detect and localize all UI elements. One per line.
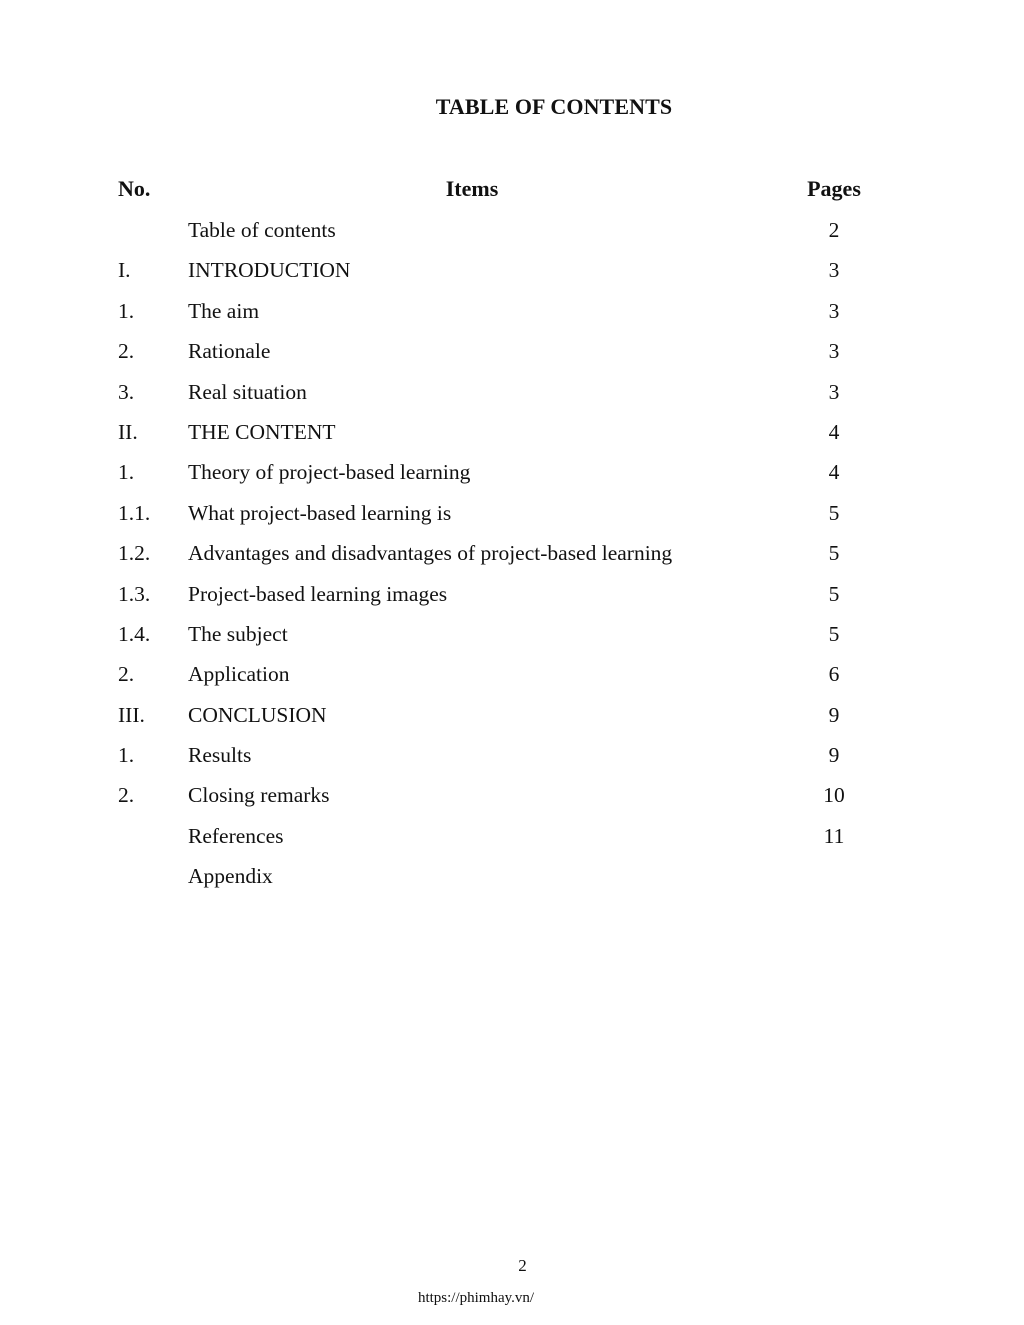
footer-url: https://phimhay.vn/ <box>417 1290 535 1306</box>
toc-row-item: The aim <box>188 298 260 323</box>
toc-row <box>0 701 1024 741</box>
toc-row-number: 2. <box>118 783 135 808</box>
toc-row-item: What project-based learning is <box>188 500 452 525</box>
toc-row-item: INTRODUCTION <box>188 258 351 283</box>
toc-list <box>0 216 1024 903</box>
toc-row-number: 1.2. <box>118 541 151 566</box>
toc-row-item: Application <box>188 662 290 687</box>
toc-row-page: 5 <box>828 621 840 646</box>
toc-row-number: III. <box>118 702 145 727</box>
toc-row <box>0 256 1024 296</box>
toc-row-page: 9 <box>828 743 840 768</box>
toc-row-number: I. <box>118 258 131 283</box>
toc-row-page: 5 <box>828 581 840 606</box>
toc-row-item: References <box>188 823 284 848</box>
toc-row-number: II. <box>118 419 138 444</box>
header-items: Items <box>445 176 499 201</box>
toc-row <box>0 539 1024 579</box>
toc-row <box>0 378 1024 418</box>
toc-row-item: Table of contents <box>188 218 336 242</box>
toc-row <box>0 741 1024 781</box>
toc-row-number: 1.1. <box>118 500 151 525</box>
page-title: TABLE OF CONTENTS <box>435 94 673 119</box>
toc-row-page: 5 <box>828 500 840 525</box>
toc-row-page: 6 <box>828 662 840 687</box>
toc-row-page: 2 <box>828 218 840 242</box>
toc-row-item: Rationale <box>188 339 271 364</box>
toc-row <box>0 660 1024 700</box>
toc-row <box>0 580 1024 620</box>
toc-row <box>0 418 1024 458</box>
toc-row <box>0 862 1024 902</box>
toc-row-page: 3 <box>828 258 840 283</box>
toc-row-item: The subject <box>188 621 288 646</box>
toc-row-item: Appendix <box>188 864 273 889</box>
toc-row-number: 1.3. <box>118 581 151 606</box>
toc-row-item: Closing remarks <box>188 783 330 808</box>
toc-row-number: 2. <box>118 662 135 687</box>
toc-row <box>0 216 1024 256</box>
toc-row <box>0 337 1024 377</box>
toc-row-item: Project-based learning images <box>188 581 448 606</box>
toc-row-page: 3 <box>828 379 840 404</box>
toc-row-item: THE CONTENT <box>188 419 336 444</box>
toc-row <box>0 781 1024 821</box>
toc-row-item: CONCLUSION <box>188 702 327 727</box>
toc-row-page: 9 <box>828 702 840 727</box>
toc-row <box>0 822 1024 862</box>
toc-row <box>0 620 1024 660</box>
toc-row-page: 3 <box>828 298 840 323</box>
toc-row-number: 2. <box>118 339 135 364</box>
toc-row-item: Theory of project-based learning <box>188 460 471 485</box>
toc-row-page: 4 <box>828 460 840 485</box>
toc-row <box>0 499 1024 539</box>
toc-row-number: 1.4. <box>118 621 151 646</box>
toc-row-item: Results <box>188 743 252 768</box>
toc-row-page: 3 <box>828 339 840 364</box>
toc-row-page: 11 <box>823 823 845 848</box>
toc-row-item: Real situation <box>188 379 307 404</box>
toc-row <box>0 458 1024 498</box>
toc-row-number: 1. <box>118 460 135 485</box>
toc-row-item: Advantages and disadvantages of project-based learning <box>188 541 673 566</box>
toc-row-number: 3. <box>118 379 135 404</box>
toc-row <box>0 297 1024 337</box>
toc-row-page: 4 <box>828 419 840 444</box>
toc-header-row <box>0 176 1024 204</box>
toc-row-number: 1. <box>118 743 135 768</box>
toc-row-number: 1. <box>118 298 135 323</box>
header-pages: Pages <box>807 176 861 201</box>
toc-row-page: 5 <box>828 541 840 566</box>
toc-row-page: 10 <box>823 783 845 808</box>
header-no: No. <box>118 176 151 201</box>
page-number: 2 <box>518 1256 527 1275</box>
